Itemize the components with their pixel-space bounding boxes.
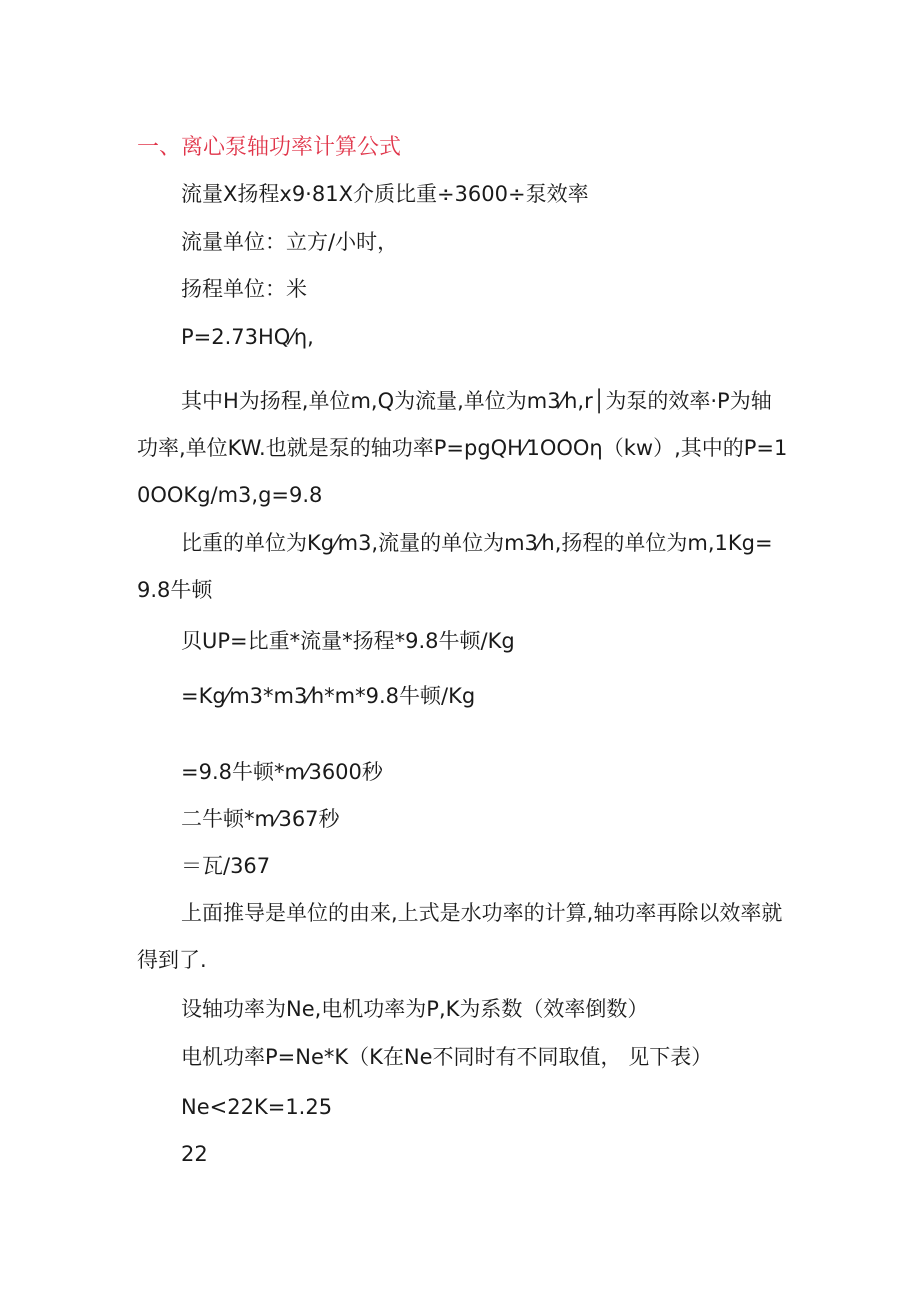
coefficient-line-1: Ne<22K=1.25 xyxy=(181,1095,333,1119)
derivation-line-2: =Kg⁄m3*m3⁄h*m*9.8牛顿/Kg xyxy=(181,684,476,708)
derivation-line-3: =9.8牛顿*m⁄3600秒 xyxy=(181,760,383,784)
motor-power-formula: 电机功率P=Ne*K（K在Ne不同时有不同取值， 见下表） xyxy=(181,1045,713,1069)
explanation-paragraph: 其中H为扬程,单位m,Q为流量,单位为m3⁄h,r│为泵的效率·P为轴功率,单位KW.也就是泵的轴功率P=pgQH⁄1OOOη（kw）,其中的P=10OOKg/m3,g=9.8 xyxy=(137,389,788,507)
derivation-line-1: 贝UP=比重*流量*扬程*9.8牛顿/Kg xyxy=(181,629,515,653)
formula-line: 流量X扬程x9·81X介质比重÷3600÷泵效率 xyxy=(181,182,589,206)
motor-power-definition: 设轴功率为Ne,电机功率为P,K为系数（效率倒数） xyxy=(181,997,649,1021)
section-heading: 一、离心泵轴功率计算公式 xyxy=(137,135,402,160)
coefficient-line-2: 22 xyxy=(181,1142,208,1166)
head-unit-line: 扬程单位：米 xyxy=(181,277,307,301)
derivation-line-5: ＝瓦/367 xyxy=(181,854,271,878)
power-formula-line: P=2.73HQ⁄η, xyxy=(181,325,314,349)
derivation-line-4: 二牛顿*m⁄367秒 xyxy=(181,807,340,831)
flow-unit-line: 流量单位：立方/小时， xyxy=(181,230,399,254)
conclusion-paragraph: 上面推导是单位的由来,上式是水功率的计算,轴功率再除以效率就得到了. xyxy=(137,901,783,972)
units-paragraph: 比重的单位为Kg⁄m3,流量的单位为m3⁄h,扬程的单位为m,1Kg=9.8牛顿 xyxy=(137,531,773,602)
